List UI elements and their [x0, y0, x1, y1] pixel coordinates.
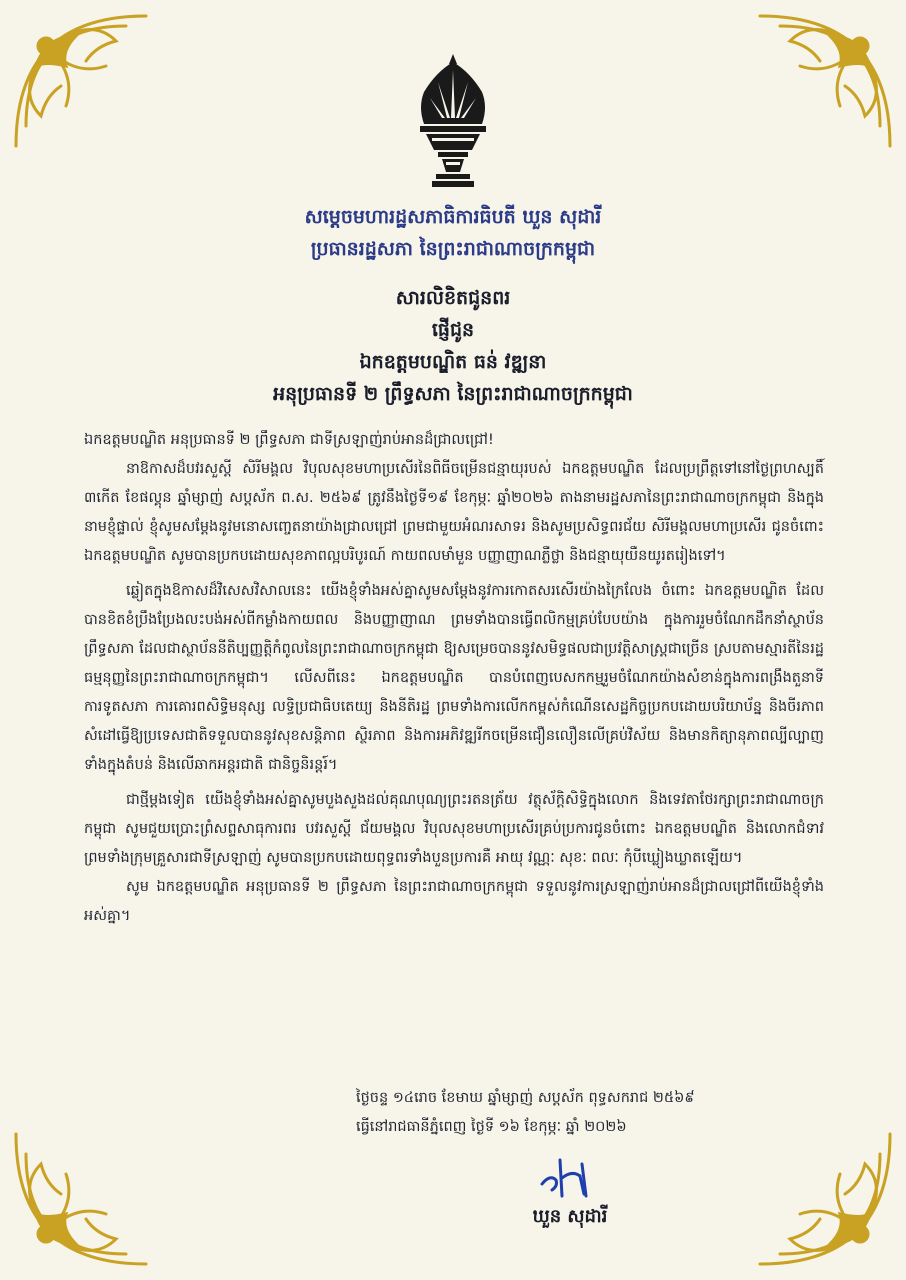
letter-subject: សារលិខិតជូនពរ [395, 287, 511, 309]
national-assembly-emblem-icon [408, 52, 498, 190]
paragraph-4: សូម ឯកឧត្តមបណ្ឌិត អនុប្រធានទី ២ ព្រឹទ្ធសភា នៃព្រះរាជាណាចក្រកម្ពុជា ទទួលនូវការស្រឡាញ់រាប់អានដ៏ជ្រាលជ្រៅពីយើងខ្ញុំទាំងអស់គ្នា។ [84, 879, 824, 924]
corner-ornament-top-right [750, 6, 900, 156]
letter-body [84, 426, 824, 931]
recipient-name: ឯកឧត្តមបណ្ឌិត ធន់ វឌ្ឍនា [359, 351, 547, 373]
solar-date: ធ្វើនៅរាជធានីភ្នំពេញ ថ្ងៃទី ១៦ ខែកុម្ភៈ ឆ្នាំ ២០២៦ [356, 1119, 627, 1135]
addressed-to-label: ផ្ញើជូន [431, 319, 475, 341]
letter-titles [0, 282, 906, 410]
lunar-date: ថ្ងៃចន្ទ ១៤រោច ខែមាឃ ឆ្នាំម្សាញ់ សប្តស័ក ពុទ្ធសករាជ ២៥៦៩ [356, 1090, 695, 1106]
paragraph-1: នាឱកាសដ៏បវរសួស្តី សិរីមង្គល វិបុលសុខមហាប្រសើរនៃពិធីចម្រើនជន្មាយុរបស់ ឯកឧត្តមបណ្ឌិត ដែលប្រព្រឹត្តទៅនៅថ្ងៃព្រហស្បតិ៍ ៣កើត ខែផល្គុន ឆ្នាំម្សាញ់ សប្តស័ក ព.ស. ២៥៦៩ ត្រូវនឹងថ្ងៃទី១៩ ខែកុម្ភៈ ឆ្នាំ២០២៦ តាងនាមរដ្ឋសភានៃព្រះរាជាណាចក្រកម្ពុជា និងក្នុងនាមខ្ញុំផ្ទាល់ ខ្ញុំសូមសម្ដែងនូវមនោសញ្ចេតនាយ៉ាងជ្រាលជ្រៅ ព្រមជាមួយអំណរសាទរ និងសូមប្រសិទ្ធពរជ័យ សិរីមង្គលមហាប្រសើរ ជូនចំពោះ ឯកឧត្តមបណ្ឌិត សូមបានប្រកបដោយសុខភាពល្អបរិបូរណ៍ កាយពលមាំមួន បញ្ញាញាណភ្លឺថ្លា និងជន្មាយុយឺនយូរតរៀងទៅ។ [84, 461, 824, 564]
handwritten-signature-icon [536, 1150, 606, 1202]
signer-name: ឃួន សុដារី [532, 1206, 608, 1227]
recipient-role: អនុប្រធានទី ២ ព្រឹទ្ធសភា នៃព្រះរាជាណាចក្រកម្ពុជា [273, 383, 633, 405]
sender-role: ប្រធានរដ្ឋសភា នៃព្រះរាជាណាចក្រកម្ពុជា [310, 238, 596, 260]
letter-dates [356, 1084, 826, 1142]
greeting: ឯកឧត្តមបណ្ឌិត អនុប្រធានទី ២ ព្រឹទ្ធសភា ជាទីស្រឡាញ់រាប់អានដ៏ជ្រាលជ្រៅ! [84, 432, 494, 448]
paragraph-3: ជាថ្មីម្ដងទៀត យើងខ្ញុំទាំងអស់គ្នាសូមបួងសួងដល់គុណបុណ្យព្រះរតនត្រ័យ វត្ថុស័ក្តិសិទ្ធិក្នុងលោក និងទេវតាថែរក្សាព្រះរាជាណាចក្រកម្ពុជា សូមជួយប្រោះព្រំសព្ទសាធុការពរ បវរសួស្តី ជ័យមង្គល វិបុលសុខមហាប្រសើរគ្រប់ប្រការជូនចំពោះ ឯកឧត្តមបណ្ឌិត និងលោកជំទាវ ព្រមទាំងក្រុមគ្រួសារជាទីស្រឡាញ់ សូមបានប្រកបដោយពុទ្ធពរទាំងបួនប្រការគឺ អាយុ វណ្ណៈ សុខៈ ពលៈ កុំបីឃ្លៀងឃ្លាតឡើយ។ [84, 792, 824, 866]
corner-ornament-bottom-right [750, 1124, 900, 1274]
letter-header [0, 202, 906, 266]
paragraph-2: ឆ្លៀតក្នុងឱកាសដ៏វិសេសវិសាលនេះ យើងខ្ញុំទាំងអស់គ្នាសូមសម្ដែងនូវការកោតសរសើរយ៉ាងក្រៃលែង ចំពោះ ឯកឧត្តមបណ្ឌិត ដែលបានខិតខំប្រឹងប្រែងលះបង់អស់ពីកម្លាំងកាយពល និងបញ្ញាញាណ ព្រមទាំងបានធ្វើពលិកម្មគ្រប់បែបយ៉ាង ក្នុងការរួមចំណែកដឹកនាំស្ថាប័នព្រឹទ្ធសភា ដែលជាស្ថាប័ននីតិប្បញ្ញត្តិកំពូលនៃព្រះរាជាណាចក្រកម្ពុជា ឱ្យសម្រេចបាននូវសមិទ្ធផលជាប្រវត្តិសាស្ត្រជាច្រើន ស្របតាមស្មារតីនៃរដ្ឋធម្មនុញ្ញនៃព្រះរាជាណាចក្រកម្ពុជា។ លើសពីនេះ ឯកឧត្តមបណ្ឌិត បានបំពេញបេសកកម្មរួមចំណែកយ៉ាងសំខាន់ក្នុងការពង្រឹងតួនាទីការទូតសភា ការគោរពសិទ្ធិមនុស្ស លទ្ធិប្រជាធិបតេយ្យ និងនីតិរដ្ឋ ព្រមទាំងការលើកកម្ពស់កំណើនសេដ្ឋកិច្ចប្រកបដោយបរិយាប័ន្ន និងចីរភាព សំដៅធ្វើឱ្យប្រទេសជាតិទទួលបាននូវសុខសន្តិភាព ស្ថិរភាព និងការអភិវឌ្ឍរីកចម្រើនជឿនលឿនលើគ្រប់វិស័យ និងមានកិត្យានុភាពល្បីល្បាញទាំងក្នុងតំបន់ និងលើឆាកអន្តរជាតិ ជានិច្ចនិរន្តរ៍។ [84, 583, 824, 773]
corner-ornament-bottom-left [6, 1124, 156, 1274]
sender-title: សម្ដេចមហារដ្ឋសភាធិការធិបតី ឃួន សុដារី [304, 206, 602, 228]
corner-ornament-top-left [6, 6, 156, 156]
